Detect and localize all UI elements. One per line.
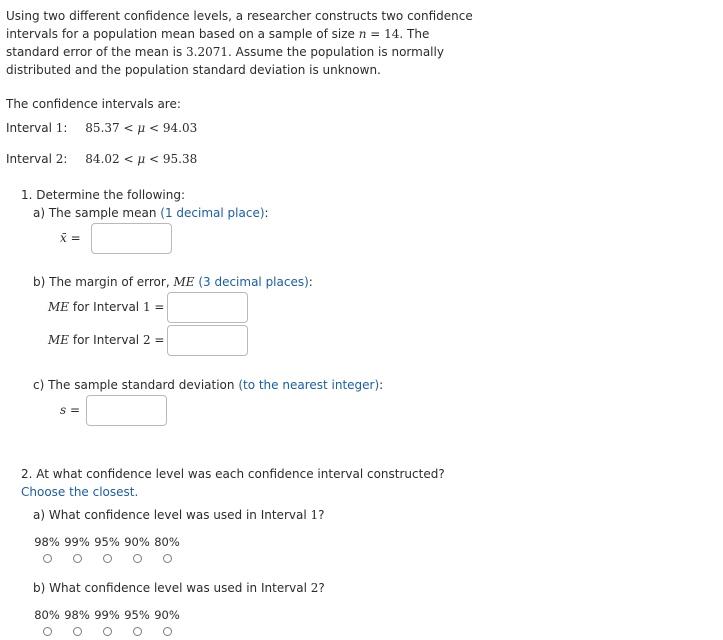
margin-of-error-2-input[interactable] xyxy=(167,325,248,356)
radio-button[interactable] xyxy=(103,627,112,636)
q2b-option-label: 90% xyxy=(154,608,180,622)
q2b-option[interactable] xyxy=(122,608,152,636)
me-2-text: for Interval xyxy=(69,333,143,347)
me-interval-2-label xyxy=(48,333,164,347)
q2a-option[interactable] xyxy=(62,535,92,563)
radio-button[interactable] xyxy=(103,554,112,563)
interval-2-label-text: Interval xyxy=(6,152,56,166)
q1c-equals: = xyxy=(70,403,81,417)
q2a-options xyxy=(32,535,182,563)
intro-text-2: . The standard error of the mean is xyxy=(6,27,430,59)
question-2-title xyxy=(21,465,461,501)
me-interval-1-label xyxy=(48,300,164,314)
me-2-symbol: ME xyxy=(48,333,70,347)
q2b-prompt-text: b) What confidence level was used in Interval xyxy=(33,581,311,595)
q2b-prompt xyxy=(33,581,325,595)
me-2-equals: = xyxy=(150,333,165,347)
interval-2-lower: 84.02 < xyxy=(85,152,134,166)
radio-button[interactable] xyxy=(163,554,172,563)
q1c-equation xyxy=(60,403,80,417)
q2b-option-label: 80% xyxy=(34,608,60,622)
question-2-hint: Choose the closest. xyxy=(21,485,139,499)
q2a-option-label: 80% xyxy=(154,535,180,549)
q2a-option[interactable] xyxy=(122,535,152,563)
q1c-colon: : xyxy=(379,378,384,392)
q2b-option-label: 98% xyxy=(64,608,90,622)
interval-2-colon: : xyxy=(63,152,68,166)
interval-1-row xyxy=(6,121,197,135)
q2a-option[interactable] xyxy=(152,535,182,563)
q2a-option[interactable] xyxy=(92,535,122,563)
q2a-prompt xyxy=(33,508,325,522)
q1b-colon: : xyxy=(308,275,313,289)
me-1-number: 1 xyxy=(142,300,151,314)
q2b-option-label: 95% xyxy=(124,608,150,622)
q2b-option[interactable] xyxy=(92,608,122,636)
q1c-prompt xyxy=(33,378,383,392)
q1a-colon: : xyxy=(264,206,269,220)
intervals-heading: The confidence intervals are: xyxy=(6,97,181,111)
interval-1-upper: < 94.03 xyxy=(149,121,198,135)
q2b-option[interactable] xyxy=(152,608,182,636)
margin-of-error-1-input[interactable] xyxy=(167,292,248,323)
radio-button[interactable] xyxy=(133,554,142,563)
intro-text-3: . Assume the population is normally distributed and the population standard deviation is unknown. xyxy=(6,45,444,77)
q1b-prompt xyxy=(33,275,313,289)
q1a-prompt xyxy=(33,206,269,220)
q1c-hint: (to the nearest integer) xyxy=(238,378,380,392)
radio-button[interactable] xyxy=(133,627,142,636)
q1a-equation xyxy=(60,231,81,245)
radio-button[interactable] xyxy=(43,554,52,563)
q2a-prompt-text: a) What confidence level was used in Interval xyxy=(33,508,311,522)
q2a-interval-number: 1 xyxy=(310,508,319,522)
q2b-option-label: 99% xyxy=(94,608,120,622)
q2a-option[interactable] xyxy=(32,535,62,563)
me-1-text: for Interval xyxy=(69,300,143,314)
interval-1-label-text: Interval xyxy=(6,121,56,135)
q1a-equals: = xyxy=(70,231,81,245)
radio-button[interactable] xyxy=(73,554,82,563)
sample-size-value: = 14 xyxy=(366,27,400,41)
q1b-prompt-text: b) The margin of error, xyxy=(33,275,174,289)
interval-2-row xyxy=(6,152,197,166)
interval-1-label xyxy=(6,121,67,135)
sample-mean-input[interactable] xyxy=(91,223,172,254)
q2a-option-label: 90% xyxy=(124,535,150,549)
interval-2-label xyxy=(6,152,67,166)
interval-2-upper: < 95.38 xyxy=(149,152,198,166)
sample-sd-symbol: s xyxy=(60,403,67,417)
radio-button[interactable] xyxy=(43,627,52,636)
interval-2-mu: μ xyxy=(137,152,146,166)
question-1-title: 1. Determine the following: xyxy=(21,188,186,202)
question-2-title-text: 2. At what confidence level was each confidence interval constructed? xyxy=(21,467,445,481)
me-1-equals: = xyxy=(150,300,165,314)
q2a-option-label: 98% xyxy=(34,535,60,549)
interval-2-number: 2 xyxy=(55,152,64,166)
q1b-hint: (3 decimal places) xyxy=(194,275,309,289)
interval-1-colon: : xyxy=(63,121,68,135)
q2b-question-mark: ? xyxy=(318,581,325,595)
q2a-option-label: 95% xyxy=(94,535,120,549)
q1a-prompt-text: a) The sample mean xyxy=(33,206,161,220)
q2b-option[interactable] xyxy=(32,608,62,636)
interval-1-mu: μ xyxy=(137,121,146,135)
q2a-option-label: 99% xyxy=(64,535,90,549)
me-1-symbol: ME xyxy=(48,300,70,314)
q1a-hint: (1 decimal place) xyxy=(160,206,265,220)
q1b-me-symbol: ME xyxy=(173,275,195,289)
q2b-option[interactable] xyxy=(62,608,92,636)
sample-mean-symbol: x̄ xyxy=(60,231,67,245)
q2b-options xyxy=(32,608,182,636)
q1c-prompt-text: c) The sample standard deviation xyxy=(33,378,239,392)
interval-1-number: 1 xyxy=(55,121,64,135)
radio-button[interactable] xyxy=(163,627,172,636)
problem-statement xyxy=(6,7,476,79)
interval-1-lower: 85.37 < xyxy=(85,121,134,135)
sample-size-variable: n xyxy=(358,27,367,41)
radio-button[interactable] xyxy=(73,627,82,636)
me-2-number: 2 xyxy=(142,333,151,347)
intro-text-1: Using two different confidence levels, a researcher constructs two confidence intervals for a population mean based on a sample of size xyxy=(6,9,473,41)
q2b-interval-number: 2 xyxy=(310,581,319,595)
standard-error-value: 3.2071 xyxy=(186,45,229,59)
sample-sd-input[interactable] xyxy=(86,395,167,426)
q2a-question-mark: ? xyxy=(318,508,325,522)
